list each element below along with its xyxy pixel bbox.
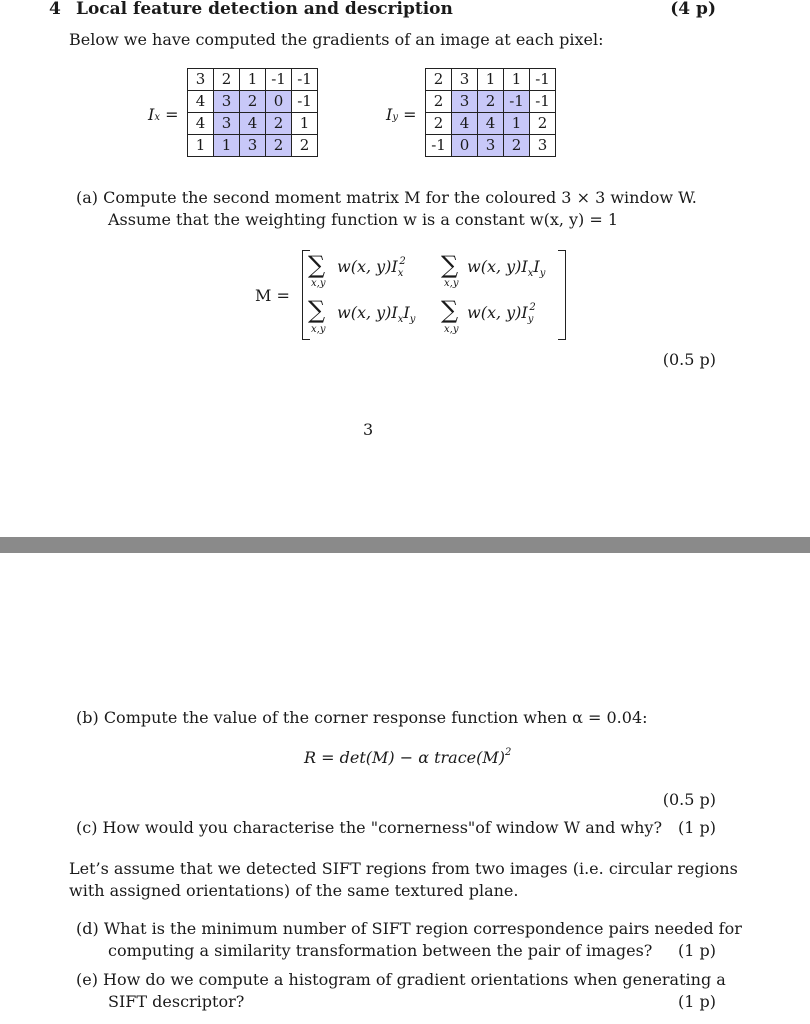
- part-b-points: (0.5 p): [662, 790, 716, 809]
- ix-cell: 1: [188, 135, 214, 157]
- ix-cell: 1: [214, 135, 240, 157]
- iy-cell: 2: [426, 113, 452, 135]
- iy-row: [426, 113, 556, 135]
- iy-cell: 3: [452, 69, 478, 91]
- iy-cell: 0: [452, 135, 478, 157]
- part-b-formula: R = det(M) − α $trace(M)^2$: [304, 747, 512, 767]
- matrix-bracket-right: [558, 250, 566, 340]
- sum-symbol-11: ∑: [308, 251, 326, 279]
- part-b-text: (b) Compute the value of the corner response function when α = 0.04:: [76, 708, 648, 727]
- iy-cell: 1: [504, 69, 530, 91]
- ix-cell: 4: [188, 113, 214, 135]
- part-a-line2: Assume that the weighting function w is a constant w(x, y) = 1: [108, 210, 619, 229]
- ix-cell: 3: [188, 69, 214, 91]
- part-e-line2: SIFT descriptor?: [108, 992, 245, 1011]
- ix-cell: 2: [292, 135, 318, 157]
- ix-cell: 4: [188, 91, 214, 113]
- ix-cell: 2: [266, 113, 292, 135]
- iy-cell: -1: [426, 135, 452, 157]
- m22-entry: w(x, $y)I_y^2$: [467, 302, 536, 325]
- iy-row: [426, 135, 556, 157]
- ix-cell: 0: [266, 91, 292, 113]
- sift-intro-line1: Let’s assume that we detected SIFT regions from two images (i.e. circular regions: [69, 859, 738, 878]
- iy-cell: 2: [426, 91, 452, 113]
- ix-row: [188, 69, 318, 91]
- iy-cell: -1: [530, 91, 556, 113]
- sum-symbol-21: ∑: [308, 296, 326, 324]
- part-e-points: (1 p): [678, 992, 716, 1011]
- ix-cell: 4: [240, 113, 266, 135]
- part-d-points: (1 p): [678, 941, 716, 960]
- iy-cell: 2: [478, 91, 504, 113]
- part-c-points: (1 p): [678, 818, 716, 837]
- page-number: 3: [363, 420, 374, 439]
- sift-intro-line2: with assigned orientations) of the same textured plane.: [69, 881, 519, 900]
- iy-cell: 2: [504, 135, 530, 157]
- m-label: M =: [255, 286, 290, 305]
- iy-cell: 3: [452, 91, 478, 113]
- ix-cell: -1: [292, 91, 318, 113]
- page-divider: [0, 537, 810, 553]
- sum-symbol-12: ∑: [441, 251, 459, 279]
- m21-entry: w(x, $y)I_xI_y$: [337, 303, 416, 325]
- ix-cell: -1: [266, 69, 292, 91]
- part-e-line1: (e) How do we compute a histogram of gradient orientations when generating a: [76, 970, 726, 989]
- part-a-points: (0.5 p): [662, 350, 716, 369]
- part-d-line2: computing a similarity transformation between the pair of images?: [108, 941, 653, 960]
- iy-cell: 4: [452, 113, 478, 135]
- iy-cell: 1: [478, 69, 504, 91]
- iy-cell: -1: [530, 69, 556, 91]
- ix-label: Ix =: [148, 105, 179, 124]
- section-points: (4 p): [670, 0, 716, 19]
- iy-cell: 2: [426, 69, 452, 91]
- iy-row: [426, 69, 556, 91]
- ix-cell: 1: [292, 113, 318, 135]
- intro-text: Below we have computed the gradients of an image at each pixel:: [69, 30, 604, 49]
- part-c-text: (c) How would you characterise the "cornerness"of window W and why?: [76, 818, 663, 837]
- ix-cell: 1: [240, 69, 266, 91]
- iy-cell: 3: [478, 135, 504, 157]
- iy-cell: 2: [530, 113, 556, 135]
- iy-cell: 3: [530, 135, 556, 157]
- m11-entry: w(x, $y)I_x^2$: [337, 256, 406, 279]
- ix-row: [188, 113, 318, 135]
- iy-cell: 4: [478, 113, 504, 135]
- iy-cell: 1: [504, 113, 530, 135]
- ix-cell: 2: [266, 135, 292, 157]
- sum-symbol-22: ∑: [441, 296, 459, 324]
- ix-row: [188, 135, 318, 157]
- part-a-line1: (a) Compute the second moment matrix M for the coloured 3 × 3 window W.: [76, 188, 697, 207]
- ix-matrix: [187, 68, 318, 157]
- sum-index-21: x,y: [311, 324, 326, 335]
- ix-cell: 2: [214, 69, 240, 91]
- part-d-line1: (d) What is the minimum number of SIFT region correspondence pairs needed for: [76, 919, 742, 938]
- section-number: 4: [49, 0, 61, 19]
- iy-row: [426, 91, 556, 113]
- iy-cell: -1: [504, 91, 530, 113]
- ix-cell: 3: [240, 135, 266, 157]
- iy-label: Iy =: [386, 105, 417, 124]
- ix-cell: 3: [214, 91, 240, 113]
- section-title: Local feature detection and description: [76, 0, 453, 19]
- ix-cell: 2: [240, 91, 266, 113]
- sum-index-11: x,y: [311, 278, 326, 289]
- ix-cell: -1: [292, 69, 318, 91]
- sum-index-22: x,y: [444, 324, 459, 335]
- ix-row: [188, 91, 318, 113]
- sum-index-12: x,y: [444, 278, 459, 289]
- ix-cell: 3: [214, 113, 240, 135]
- m12-entry: w(x, $y)I_xI_y$: [467, 257, 546, 279]
- iy-matrix: [425, 68, 556, 157]
